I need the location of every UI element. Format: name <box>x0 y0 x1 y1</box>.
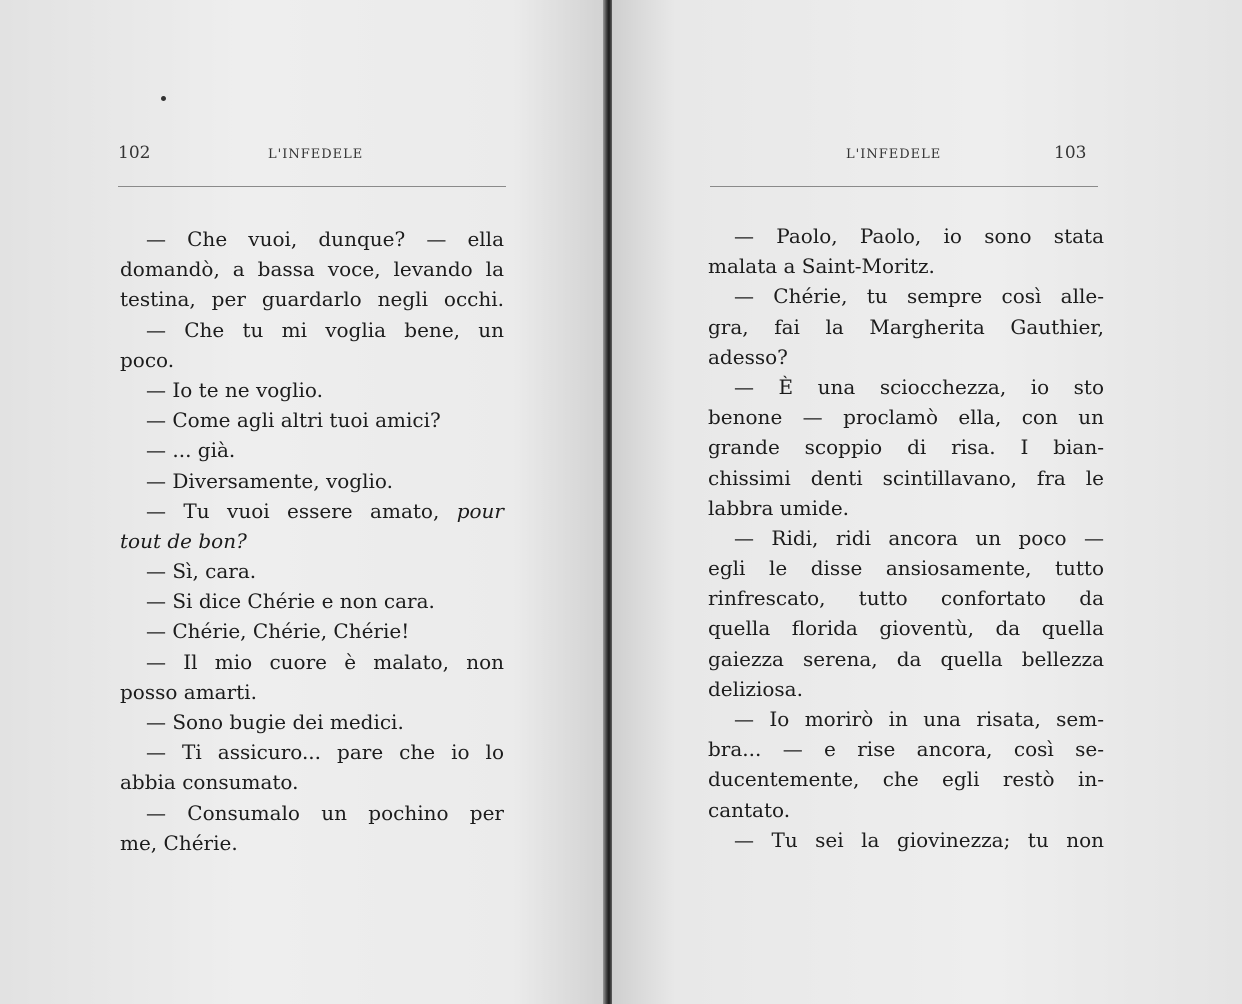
text-line: rinfrescato, tutto confortato da <box>708 586 1104 611</box>
italic-word: pour <box>456 498 504 523</box>
right-text-block <box>708 221 1104 855</box>
text-line: benone — proclamò ella, con un <box>708 405 1104 430</box>
text-line: testina, per guardarlo negli occhi. <box>120 287 504 312</box>
text-line: — Ti assicuro... pare che io lo <box>146 740 504 765</box>
text-line: — Chérie, tu sempre così alle- <box>734 284 1104 309</box>
text-line: — Come agli altri tuoi amici? <box>146 408 441 433</box>
text-line: — Tu vuoi essere amato, pour <box>146 498 504 523</box>
text-line: malata a Saint-Moritz. <box>708 254 935 279</box>
text-line: gaiezza serena, da quella bellezza <box>708 646 1104 671</box>
text-line: — È una sciocchezza, io sto <box>734 374 1104 399</box>
text-line: — Sì, cara. <box>146 559 257 584</box>
text-line: — Il mio cuore è malato, non <box>146 649 504 674</box>
text-line: chissimi denti scintillavano, fra le <box>708 465 1104 490</box>
text-line: quella florida gioventù, da quella <box>708 616 1104 641</box>
text-line: grande scoppio di risa. I bian- <box>708 435 1104 460</box>
text-line: — Si dice Chérie e non cara. <box>146 589 435 614</box>
text-line: ducentemente, che egli restò in- <box>708 767 1104 792</box>
left-header-rule <box>118 186 506 187</box>
left-page <box>0 0 604 1004</box>
left-running-head: L'INFEDELE <box>268 147 364 162</box>
text-line: — Chérie, Chérie, Chérie! <box>146 619 410 644</box>
text-line: labbra umide. <box>708 495 850 520</box>
left-text-block <box>120 224 504 858</box>
text-line: bra... — e rise ancora, così se- <box>708 737 1104 762</box>
text-line: gra, fai la Margherita Gauthier, <box>708 314 1104 339</box>
text-line: — Paolo, Paolo, io sono stata <box>734 224 1104 248</box>
text-line: — Sono bugie dei medici. <box>146 710 404 734</box>
right-header-rule <box>710 186 1098 187</box>
left-page-number: 102 <box>118 143 151 163</box>
text-line: — Consumalo un pochino per <box>146 800 504 825</box>
right-running-head: L'INFEDELE <box>846 147 942 162</box>
text-line: — Diversamente, voglio. <box>146 468 393 493</box>
text-line: — Ridi, ridi ancora un poco — <box>734 525 1104 550</box>
text-line: cantato. <box>708 797 791 822</box>
ink-speck <box>161 96 166 101</box>
text-line: — Io te ne voglio. <box>146 377 323 402</box>
text-line: adesso? <box>708 344 788 369</box>
text-line: — Io morirò in una risata, sem- <box>734 707 1104 731</box>
text-line: deliziosa. <box>708 676 803 701</box>
text-line: poco. <box>120 347 175 372</box>
text-line: — Che tu mi voglia bene, un <box>146 317 504 342</box>
right-page <box>612 0 1242 1004</box>
text-line: — Tu sei la giovinezza; tu non <box>734 827 1104 852</box>
text-line: posso amarti. <box>120 679 257 704</box>
text-line: — ... già. <box>146 438 236 463</box>
right-page-number: 103 <box>1054 143 1087 163</box>
text-line: domandò, a bassa voce, levando la <box>120 257 504 282</box>
text-line: abbia consumato. <box>120 770 299 795</box>
text-line: me, Chérie. <box>120 830 238 855</box>
text-line: — Che vuoi, dunque? — ella <box>146 227 504 251</box>
text-line: tout de bon? <box>120 528 247 553</box>
text-line: egli le disse ansiosamente, tutto <box>708 556 1104 581</box>
